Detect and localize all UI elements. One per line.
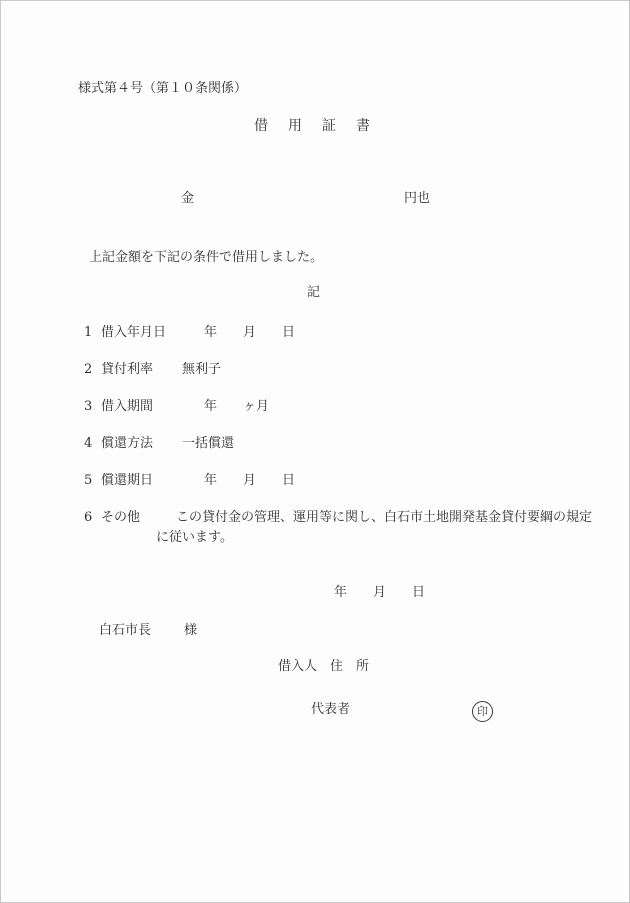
borrower-address-label: 借入人 住 所 [278, 659, 370, 674]
item-label: 償還期日 [101, 473, 154, 488]
item-value: 一括償還 [182, 436, 235, 451]
item-row-borrow-date [1, 325, 630, 341]
item-label: 借入期間 [101, 399, 154, 414]
document-title: 借 用 証 書 [254, 118, 373, 134]
item-number: 2 [84, 362, 93, 377]
item-row-repayment-method [1, 436, 630, 452]
item-label: 借入年月日 [101, 325, 167, 340]
item-value: 年 月 日 [204, 473, 296, 488]
item-label: 貸付利率 [101, 362, 154, 377]
form-number: 様式第４号（第１０条関係） [78, 81, 248, 96]
item-number: 3 [84, 399, 93, 414]
item-row-other [1, 510, 630, 526]
representative-label: 代表者 [311, 702, 351, 717]
inkan-seal-mark [472, 701, 493, 722]
item-number: 4 [84, 436, 93, 451]
item-value: この貸付金の管理、運用等に関し、白石市土地開発基金貸付要綱の規定 [176, 510, 593, 525]
item-row-repayment-due-date [1, 473, 630, 489]
item-value: 年 月 日 [204, 325, 296, 340]
item-value-continuation: に従います。 [156, 530, 233, 545]
item-number: 1 [84, 325, 93, 340]
item-number: 5 [84, 473, 93, 488]
amount-prefix-kin: 金 [181, 191, 195, 206]
item-row-borrow-period [1, 399, 630, 415]
amount-suffix-enya: 円也 [404, 191, 431, 206]
seal-character: 印 [477, 705, 488, 718]
signature-date-line: 年 月 日 [334, 585, 426, 600]
addressee-honorific: 様 [184, 623, 198, 638]
item-value: 年 ヶ月 [204, 399, 270, 414]
borrowing-statement: 上記金額を下記の条件で借用しました。 [89, 250, 324, 265]
item-label: 償還方法 [101, 436, 154, 451]
item-row-interest-rate [1, 362, 630, 378]
addressee-mayor: 白石市長 [99, 623, 152, 638]
item-number: 6 [84, 510, 93, 525]
item-value: 無利子 [182, 362, 222, 377]
item-row-other-continuation [1, 530, 630, 546]
note-heading-ki: 記 [307, 285, 321, 300]
item-label: その他 [101, 510, 141, 525]
